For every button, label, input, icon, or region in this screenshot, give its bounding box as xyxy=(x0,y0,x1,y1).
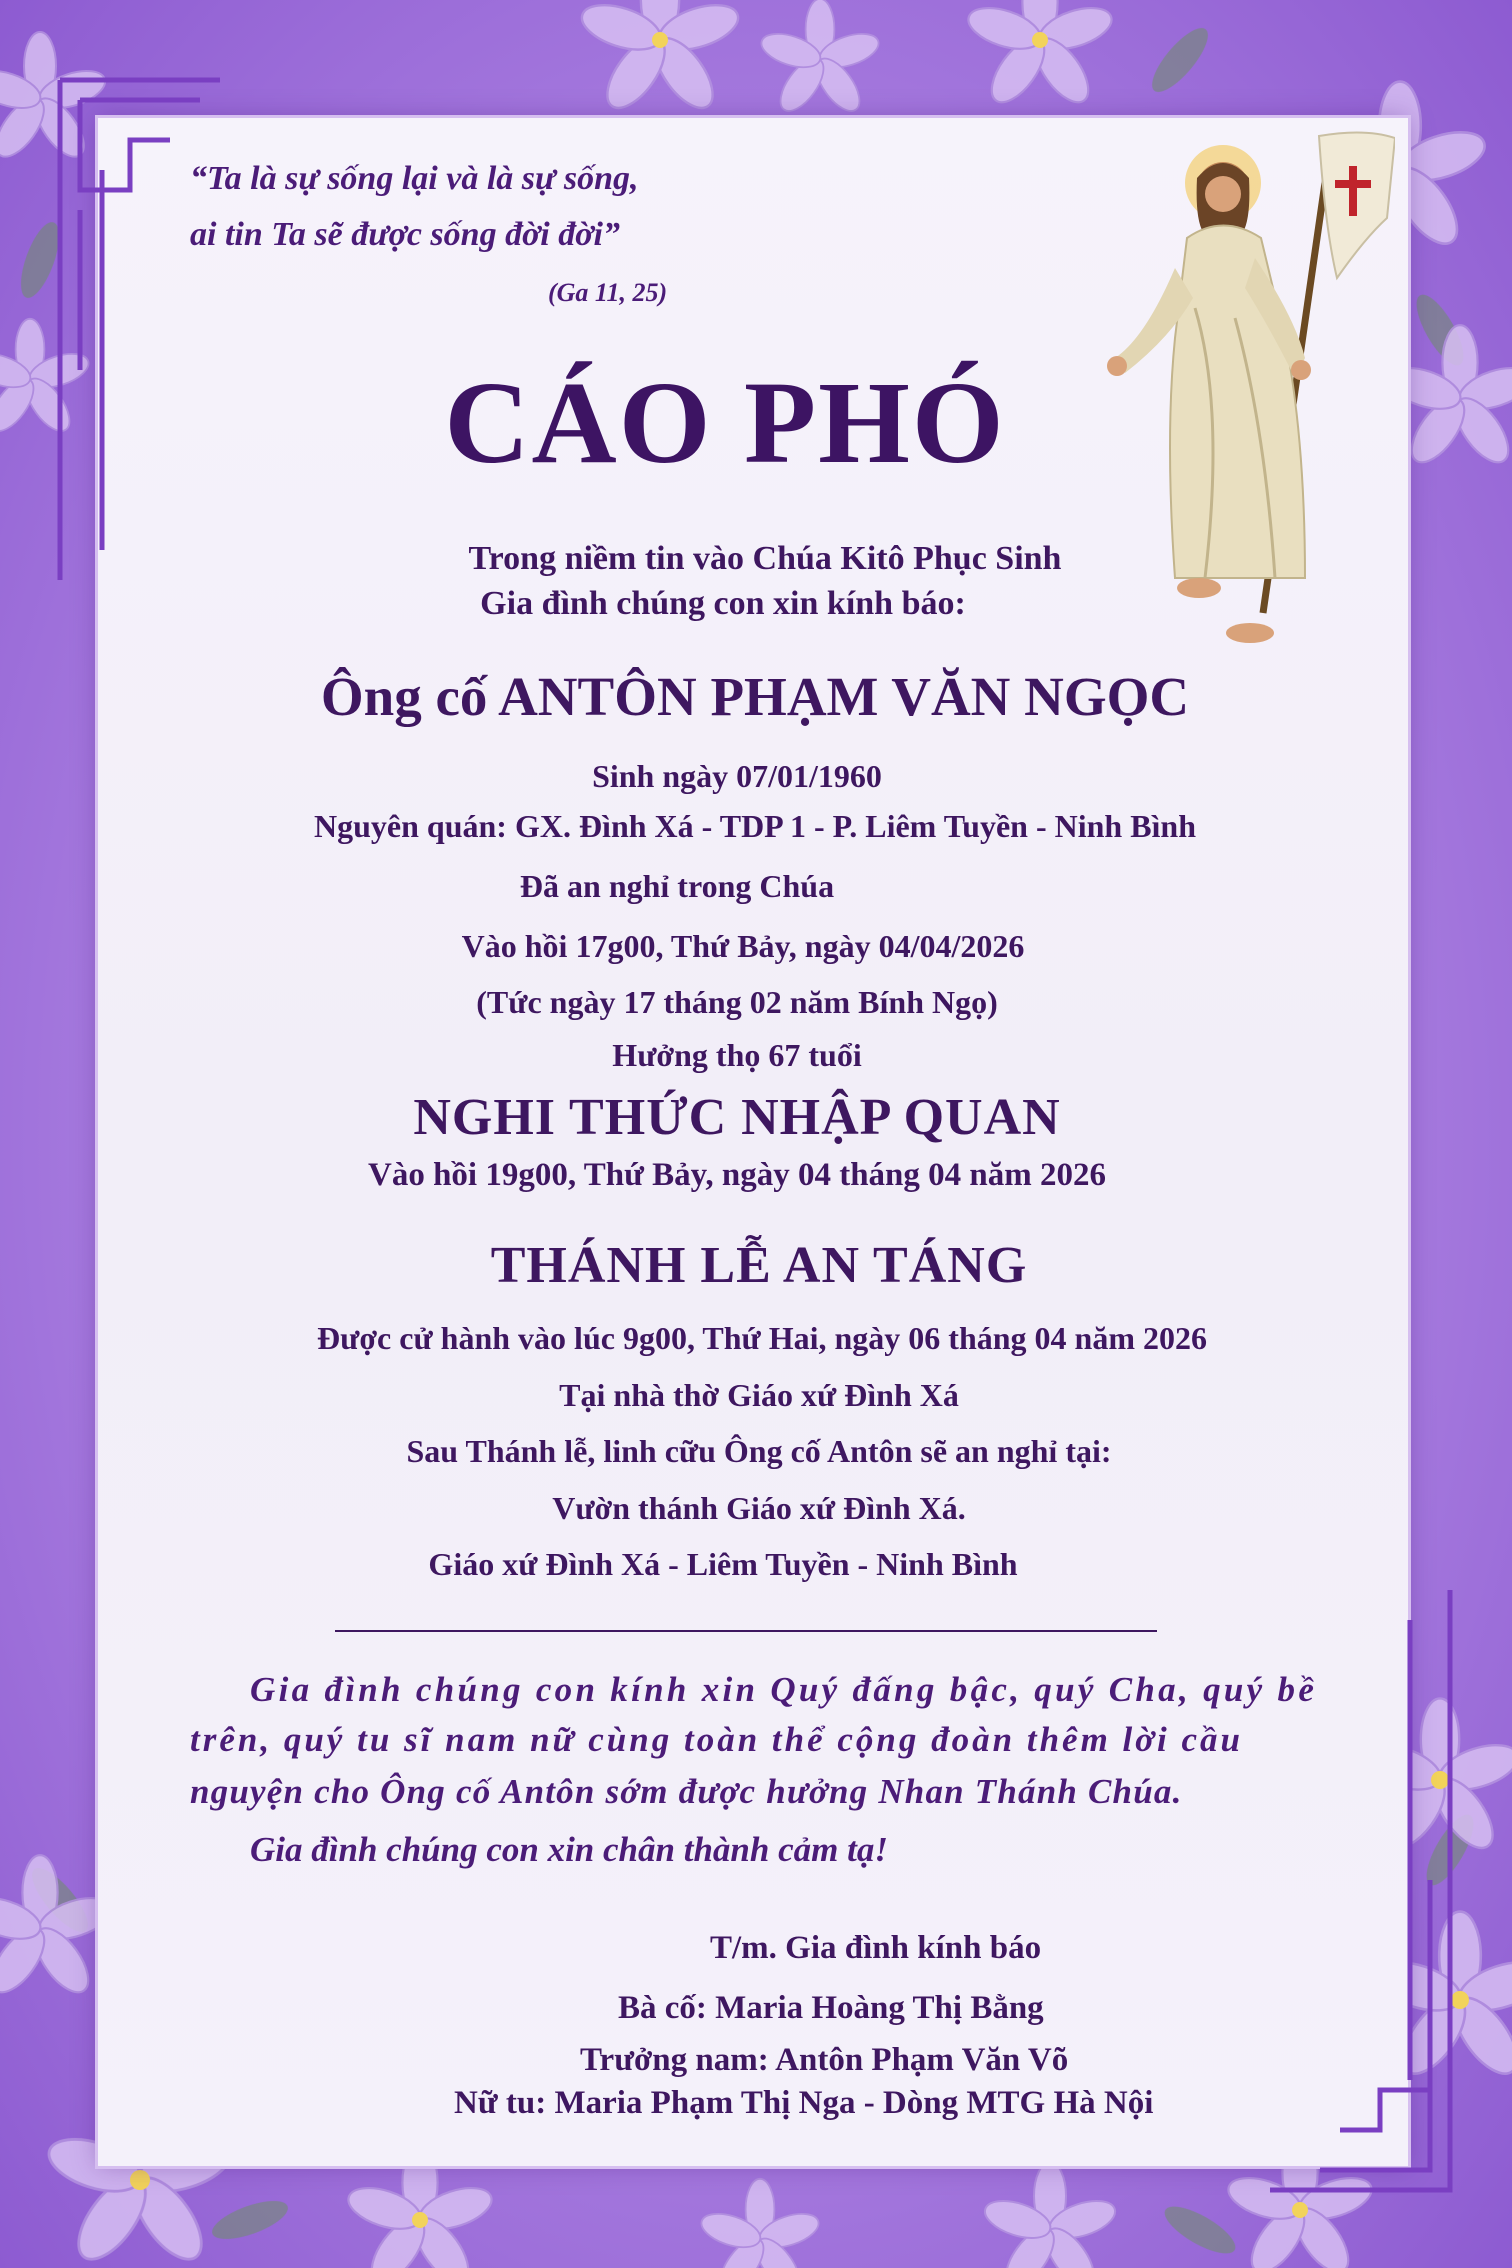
intro-line1: Trong niềm tin vào Chúa Kitô Phục Sinh xyxy=(468,540,1062,577)
page-title: CÁO PHÓ xyxy=(444,357,1006,488)
funeral-time: Được cử hành vào lúc 9g00, Thứ Hai, ngày 06 tháng 04 năm 2026 xyxy=(317,1320,1207,1356)
bible-quote-reference: (Ga 11, 25) xyxy=(548,278,668,307)
message-line1: Gia đình chúng con kính xin Quý đấng bậc, quý Cha, quý bề xyxy=(250,1670,1318,1709)
corner-frame-icon xyxy=(50,70,230,590)
message-line2: trên, quý tu sĩ nam nữ cùng toàn thể cộng đoàn thêm lời cầu xyxy=(190,1720,1244,1759)
bible-quote-line1: “Ta là sự sống lại và là sự sống, xyxy=(190,160,639,197)
encoffin-heading: NGHI THỨC NHẬP QUAN xyxy=(413,1089,1061,1146)
parish-address: Giáo xứ Đình Xá - Liêm Tuyền - Ninh Bình xyxy=(428,1546,1018,1582)
encoffin-time: Vào hồi 19g00, Thứ Bảy, ngày 04 tháng 04 năm 2026 xyxy=(367,1157,1106,1193)
bible-quote-line2: ai tin Ta sẽ được sống đời đời” xyxy=(190,216,620,253)
death-time: Vào hồi 17g00, Thứ Bảy, ngày 04/04/2026 xyxy=(461,928,1025,964)
lunar-date: (Tức ngày 17 tháng 02 năm Bính Ngọ) xyxy=(476,984,998,1020)
signature-nun: Nữ tu: Maria Phạm Thị Nga - Dòng MTG Hà Nội xyxy=(454,2085,1154,2121)
message-line3: nguyện cho Ông cố Antôn sớm được hưởng Nhan Thánh Chúa. xyxy=(190,1772,1183,1811)
after-mass: Sau Thánh lễ, linh cữu Ông cố Antôn sẽ an nghỉ tại: xyxy=(406,1433,1112,1469)
funeral-place: Tại nhà thờ Giáo xứ Đình Xá xyxy=(559,1377,959,1413)
signature-widow: Bà cố: Maria Hoàng Thị Bằng xyxy=(618,1990,1044,2026)
age: Hưởng thọ 67 tuổi xyxy=(612,1037,862,1073)
divider xyxy=(335,1630,1157,1632)
burial-place: Vườn thánh Giáo xứ Đình Xá. xyxy=(552,1490,966,1526)
rest-in-lord: Đã an nghỉ trong Chúa xyxy=(519,868,835,904)
funeral-heading: THÁNH LỄ AN TÁNG xyxy=(490,1237,1028,1294)
deceased-name: Ông cố ANTÔN PHẠM VĂN NGỌC xyxy=(320,666,1190,727)
signature-line1: T/m. Gia đình kính báo xyxy=(710,1930,1042,1966)
birth-date: Sinh ngày 07/01/1960 xyxy=(592,758,882,794)
signature-eldest-son: Trưởng nam: Antôn Phạm Văn Võ xyxy=(580,2042,1069,2078)
intro-line2: Gia đình chúng con xin kính báo: xyxy=(480,585,966,622)
origin: Nguyên quán: GX. Đình Xá - TDP 1 - P. Liêm Tuyền - Ninh Bình xyxy=(313,808,1197,844)
message-thanks: Gia đình chúng con xin chân thành cảm tạ! xyxy=(250,1830,888,1869)
